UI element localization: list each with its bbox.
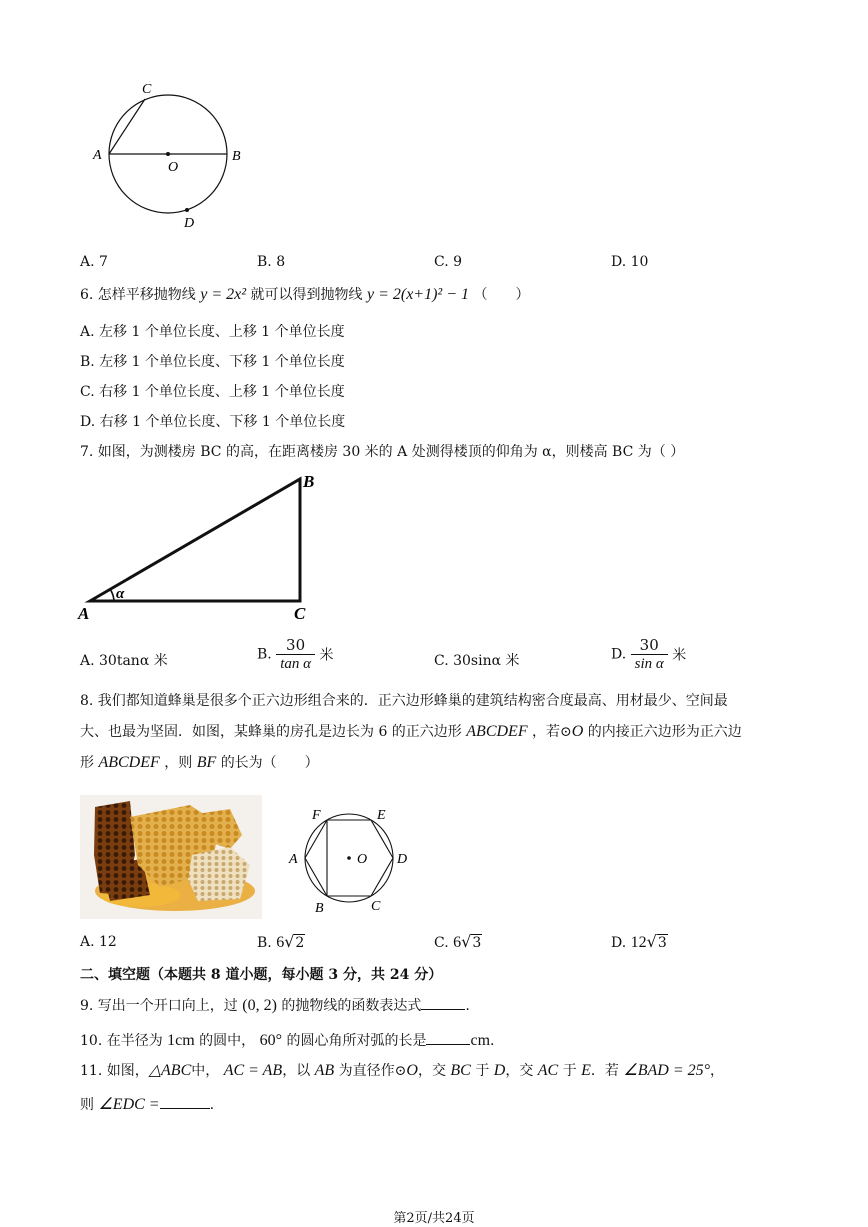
q8-line3-text: 形 — [80, 755, 94, 771]
q7-stem: 7. 如图，为测楼房 BC 的高，在距离楼房 30 米的 A 处测得楼顶的仰角为 α，则楼高 BC 为（ ） — [80, 444, 685, 460]
q8-hexagon-name: ABCDEF — [466, 723, 528, 740]
q6-stem — [80, 286, 529, 304]
q10-radius: 1cm — [167, 1032, 195, 1049]
q5-label-A: A — [93, 148, 102, 163]
q8-segment-bf: BF — [196, 754, 217, 771]
q11-ab: AB — [314, 1062, 335, 1079]
q8-line3 — [80, 754, 319, 772]
q10-angle: 60° — [259, 1032, 283, 1049]
q8-option-d: D. 12√3 — [611, 932, 667, 951]
q10-end: . — [490, 1033, 495, 1049]
q10-stem — [80, 1030, 494, 1050]
q11-eq1: AC = AB — [223, 1062, 283, 1079]
q8-line2-text-b: ，若⊙ — [532, 724, 572, 740]
q5-label-C: C — [142, 82, 152, 97]
q8-line3-text-c: 的长为（ ） — [220, 755, 319, 771]
q11-o: O — [406, 1062, 418, 1079]
q10-mid2: 的圆心角所对弧的长是 — [286, 1033, 427, 1049]
q10-unit: cm — [470, 1032, 491, 1049]
q11-text-a: 11. 如图， — [80, 1063, 149, 1079]
q7-option-d-unit: 米 — [672, 647, 687, 664]
q8-label-D: D — [397, 852, 408, 867]
q11-end: . — [209, 1097, 215, 1113]
q7-option-c: C. 30sinα 米 — [434, 653, 520, 669]
q6-paren: （ ） — [473, 287, 530, 303]
q8-label-E: E — [377, 808, 386, 823]
q7-label-A: A — [78, 604, 90, 623]
q8-option-d-label: D. — [611, 935, 627, 951]
q7-label-C: C — [294, 604, 306, 623]
q11-eq3: ∠EDC = — [98, 1096, 160, 1113]
q8-option-b: B. 6√2 — [257, 932, 305, 951]
q11-line2 — [80, 1094, 214, 1114]
q11-line2-text: 则 — [80, 1097, 94, 1113]
q8-label-F: F — [312, 808, 321, 823]
q7-label-alpha: α — [116, 586, 125, 602]
q8-label-B: B — [315, 901, 324, 916]
q8-line2-text-c: 的内接正六边形为正六边 — [587, 724, 742, 740]
q11-e: E — [581, 1062, 591, 1079]
q11-text-i: ．若 — [590, 1063, 619, 1079]
q11-text-j: ， — [710, 1063, 725, 1079]
q8-option-c: C. 6√3 — [434, 932, 482, 951]
q5-label-B: B — [232, 149, 241, 164]
q6-option-c: C. 右移 1 个单位长度、上移 1 个单位长度 — [80, 384, 345, 400]
q8-option-b-label: B. — [257, 935, 272, 951]
q5-option-c: C. 9 — [434, 254, 463, 270]
q8-circle-name: O — [571, 723, 584, 740]
q7-option-d — [611, 636, 686, 673]
q8-hexagon-figure — [285, 800, 420, 922]
q9-point: (0, 2) — [242, 997, 277, 1014]
q11-eq2: ∠BAD = 25° — [623, 1062, 711, 1079]
q11-ac: AC — [537, 1062, 559, 1079]
q8-option-c-coef: 6 — [453, 934, 462, 951]
q7-option-b-denominator: tan α — [280, 656, 311, 672]
q11-text-b: 中， — [191, 1063, 220, 1079]
q6-option-a: A. 左移 1 个单位长度、上移 1 个单位长度 — [80, 324, 345, 340]
q7-label-B: B — [303, 472, 315, 491]
q6-expr1: y = 2x² — [200, 286, 247, 303]
q11-text-f: 于 — [475, 1063, 490, 1079]
q8-hexagon-name-2: ABCDEF — [98, 754, 160, 771]
q8-option-c-radicand: 3 — [472, 935, 482, 951]
q6-option-b: B. 左移 1 个单位长度、下移 1 个单位长度 — [80, 354, 345, 370]
q8-option-b-radicand: 2 — [295, 935, 305, 951]
q5-option-a: A. 7 — [80, 254, 108, 270]
q5-label-O: O — [168, 160, 179, 175]
q6-middle: 就可以得到抛物线 — [250, 287, 363, 303]
q10-answer-blank[interactable] — [426, 1030, 470, 1045]
q11-d: D — [493, 1062, 506, 1079]
q6-option-d: D. 右移 1 个单位长度、下移 1 个单位长度 — [80, 414, 346, 430]
q10-mid: 的圆中， — [199, 1033, 256, 1049]
q7-option-d-denominator: sin α — [634, 656, 664, 672]
q11-text-g: ，交 — [505, 1063, 534, 1079]
q11-triangle: △ABC — [148, 1062, 192, 1079]
q7-triangle-figure — [76, 468, 326, 628]
q6-expr2: y = 2(x+1)² − 1 — [366, 286, 470, 303]
q11-bc: BC — [450, 1062, 471, 1079]
q7-option-b — [257, 636, 333, 673]
q9-answer-blank[interactable] — [421, 995, 465, 1010]
q7-option-b-unit: 米 — [319, 647, 334, 664]
q11-text-e: ，交 — [417, 1063, 446, 1079]
q7-option-d-fraction — [631, 636, 668, 673]
q8-option-d-coef: 12 — [630, 934, 647, 951]
q8-label-A: A — [289, 852, 298, 867]
q5-option-b: B. 8 — [257, 254, 286, 270]
q8-option-a: A. 12 — [80, 934, 117, 950]
q10-prefix: 10. 在半径为 — [80, 1033, 163, 1049]
q7-option-b-numerator: 30 — [276, 636, 315, 655]
q8-label-C: C — [371, 899, 381, 914]
q8-line2-text: 大、也最为坚固．如图，某蜂巢的房孔是边长为 6 的正六边形 — [80, 724, 462, 740]
q11-text-d: 为直径作⊙ — [338, 1063, 407, 1079]
q5-label-D: D — [184, 216, 195, 231]
q8-label-O: O — [357, 852, 368, 867]
q11-line1 — [80, 1062, 724, 1080]
q9-suffix: 的抛物线的函数表达式 — [281, 998, 422, 1014]
q8-option-d-radicand: 3 — [657, 935, 667, 951]
q11-text-c: ，以 — [282, 1063, 311, 1079]
section-2-heading: 二、填空题（本题共 8 道小题，每小题 3 分，共 24 分） — [80, 967, 443, 983]
q11-answer-blank[interactable] — [160, 1094, 210, 1109]
q8-line3-text-b: ，则 — [164, 755, 193, 771]
q8-line1: 8. 我们都知道蜂巢是很多个正六边形组合来的．正六边形蜂巢的建筑结构密合度最高、用材最少、空间最 — [80, 693, 728, 709]
honeycomb-photo — [80, 795, 262, 919]
q5-option-d: D. 10 — [611, 254, 649, 270]
q9-end: . — [465, 998, 470, 1014]
q7-option-b-label: B. — [257, 646, 272, 663]
q7-option-b-fraction — [276, 636, 315, 673]
page-footer: 第2页/共24页 — [393, 1211, 475, 1226]
q9-prefix: 9. 写出一个开口向上，过 — [80, 998, 238, 1014]
q7-option-a: A. 30tanα 米 — [80, 653, 168, 669]
q7-option-d-numerator: 30 — [631, 636, 668, 655]
q8-option-c-label: C. — [434, 935, 449, 951]
q8-line2 — [80, 723, 742, 741]
q11-text-h: 于 — [562, 1063, 577, 1079]
q9-stem — [80, 995, 470, 1015]
q6-prefix: 6. 怎样平移抛物线 — [80, 287, 196, 303]
q8-option-b-coef: 6 — [276, 934, 285, 951]
q5-circle-figure — [85, 75, 255, 235]
q7-option-d-label: D. — [611, 646, 627, 663]
